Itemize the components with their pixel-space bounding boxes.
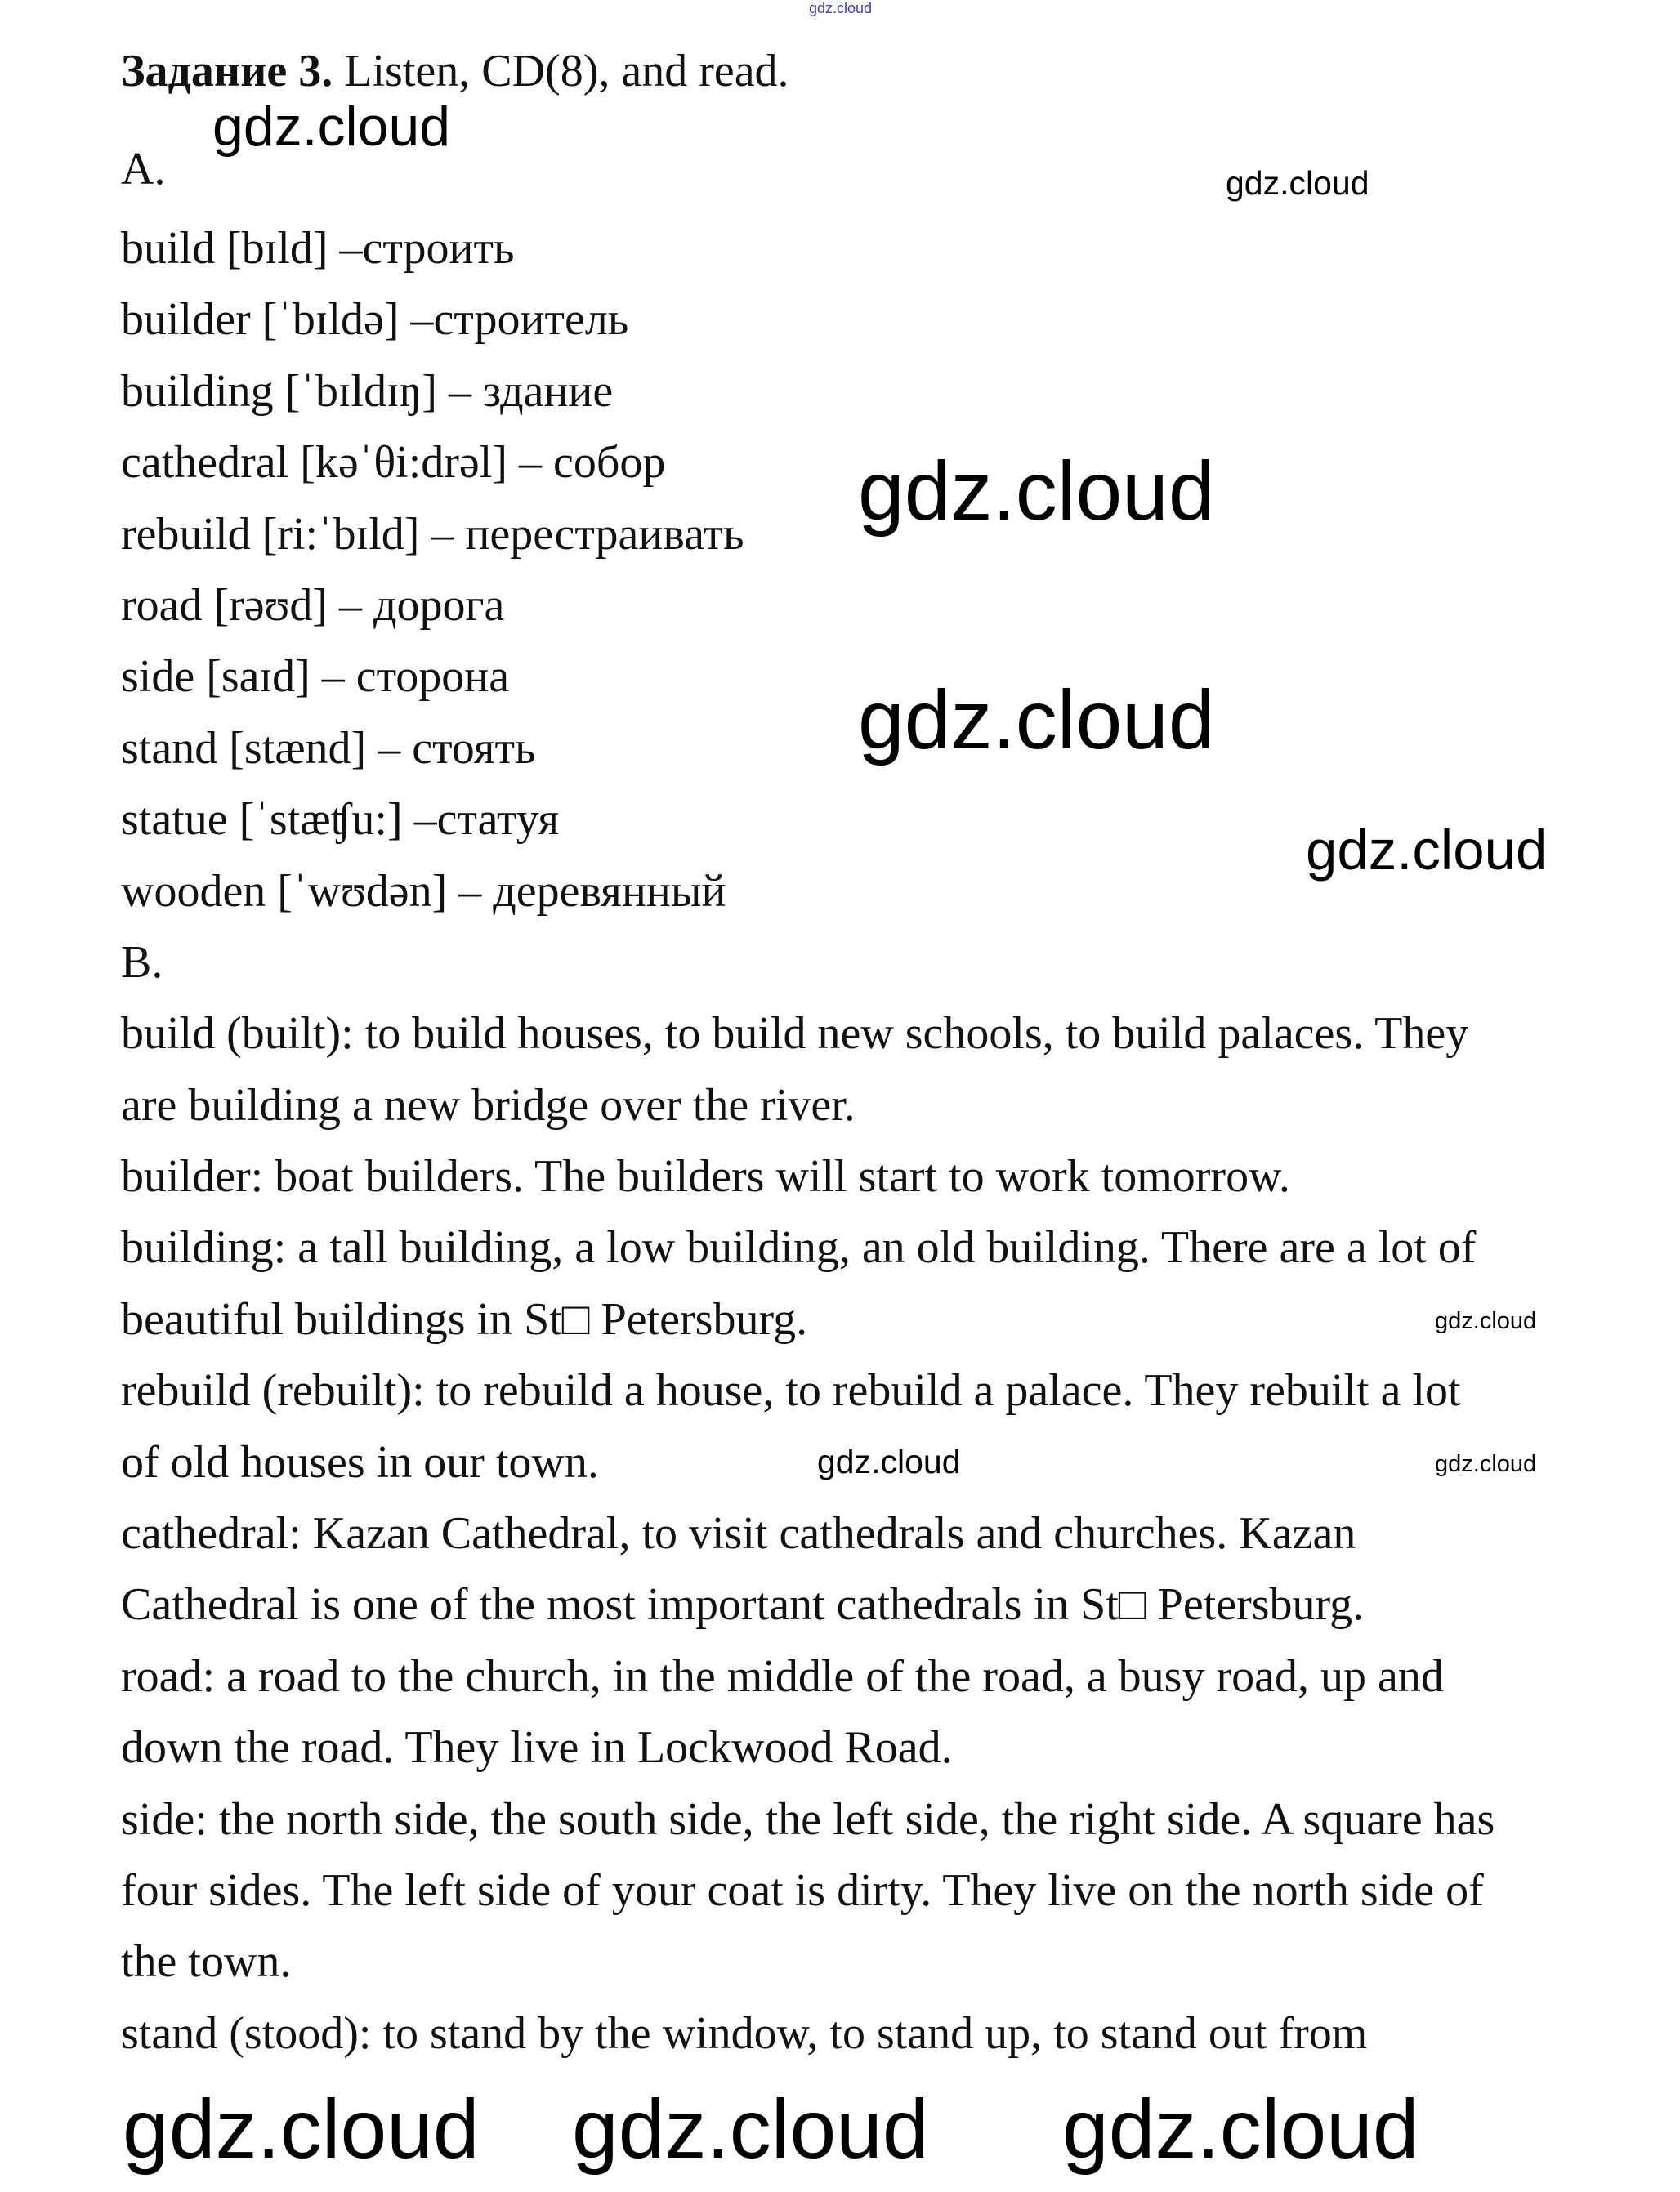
vocab-item: builder [ˈbɪldə] –строитель [121, 294, 629, 346]
section-b-label: B. [121, 936, 163, 988]
text-line: builder: boat builders. The builders will start to work tomorrow. [121, 1151, 1290, 1203]
text-line: Cathedral is one of the most important cathedrals in St□ Petersburg. [121, 1579, 1365, 1631]
text-line: build (built): to build houses, to build new schools, to build palaces. They [121, 1008, 1469, 1060]
text-line: rebuild (rebuilt): to rebuild a house, to rebuild a palace. They rebuilt a lot [121, 1365, 1461, 1417]
vocab-item: statue [ˈstæʧu:] –статуя [121, 794, 560, 846]
watermark: gdz.cloud [1435, 1308, 1537, 1334]
task-instruction: Listen, CD(8), and read. [333, 46, 789, 96]
text-line: beautiful buildings in St□ Petersburg. [121, 1293, 808, 1345]
vocab-item: cathedral [kəˈθi:drəl] – собор [121, 437, 666, 489]
vocab-item: side [saɪd] – сторона [121, 651, 510, 703]
vocab-item: build [bɪld] –строить [121, 223, 515, 274]
watermark: gdz.cloud [1435, 1451, 1537, 1477]
section-a-label: A. [121, 144, 166, 194]
watermark: gdz.cloud [1062, 2083, 1419, 2176]
vocab-item: wooden [ˈwʊdən] – деревянный [121, 865, 726, 917]
task-title [121, 45, 789, 97]
vocabulary-content [121, 213, 1495, 2069]
text-line: the town. [121, 1936, 292, 1988]
text-line: of old houses in our town. [121, 1436, 599, 1488]
text-line: building: a tall building, a low building, an old building. There are a lot of [121, 1222, 1477, 1274]
text-line: down the road. They live in Lockwood Road. [121, 1722, 953, 1774]
watermark: gdz.cloud [809, 0, 873, 16]
watermark: gdz.cloud [123, 2083, 480, 2176]
vocab-item: rebuild [ri:ˈbɪld] – перестраивать [121, 508, 744, 560]
text-line: four sides. The left side of your coat is dirty. They live on the north side of [121, 1864, 1484, 1916]
watermark: gdz.cloud [572, 2083, 929, 2176]
vocab-item: stand [stænd] – стоять [121, 722, 536, 774]
text-line: are building a new bridge over the river. [121, 1079, 856, 1131]
task-number: Задание 3. [121, 46, 333, 96]
vocab-item: road [rəʊd] – дорога [121, 579, 505, 631]
vocab-item: building [ˈbɪldɪŋ] – здание [121, 365, 614, 417]
text-line: road: a road to the church, in the middle of the road, a busy road, up and [121, 1650, 1444, 1702]
watermark: gdz.cloud [212, 96, 451, 158]
watermark: gdz.cloud [817, 1443, 961, 1480]
watermark: gdz.cloud [1306, 819, 1548, 882]
watermark: gdz.cloud [1226, 164, 1369, 202]
text-line: cathedral: Kazan Cathedral, to visit cathedrals and churches. Kazan [121, 1508, 1356, 1560]
watermark: gdz.cloud [858, 444, 1215, 538]
text-line: stand (stood): to stand by the window, to stand up, to stand out from [121, 2007, 1368, 2059]
watermark: gdz.cloud [858, 673, 1215, 766]
text-line: side: the north side, the south side, the left side, the right side. A square has [121, 1793, 1495, 1845]
